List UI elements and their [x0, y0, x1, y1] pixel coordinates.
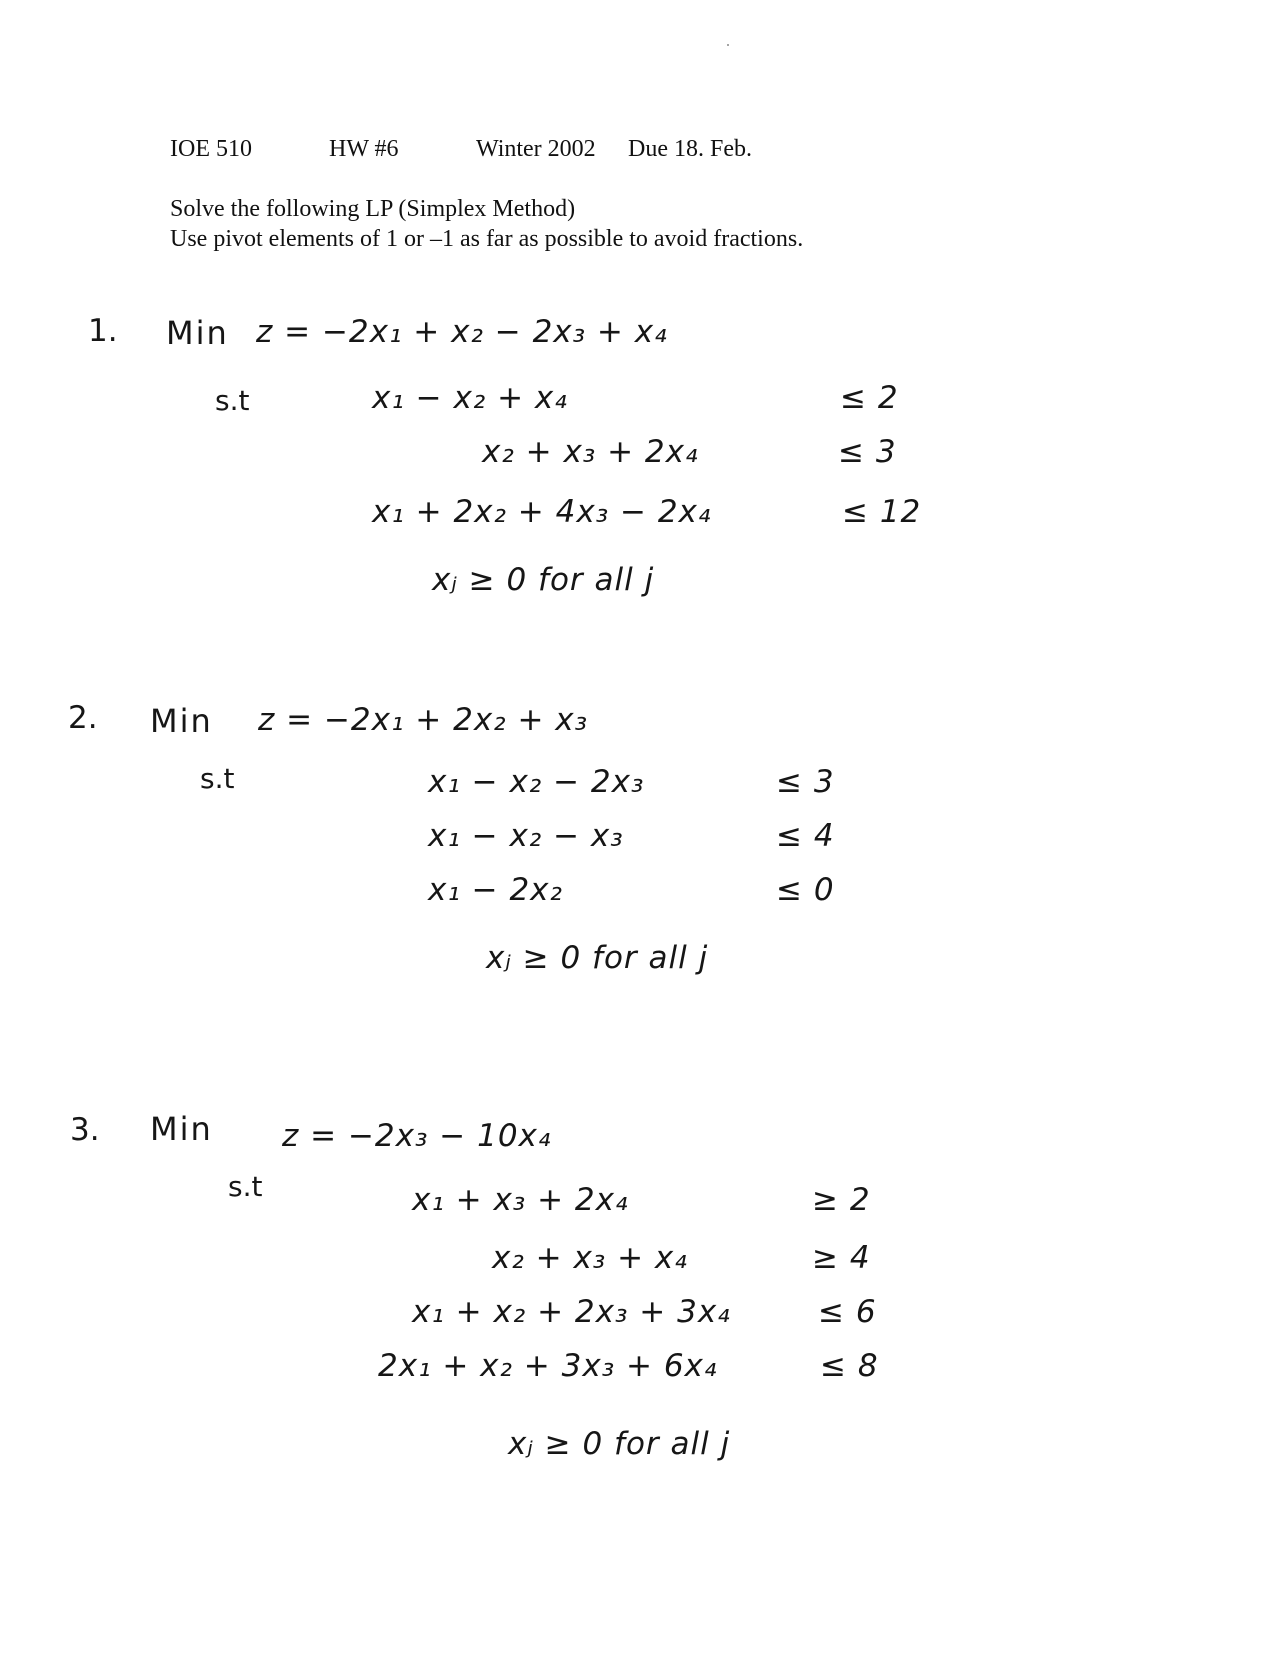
- nonnegativity-condition: xⱼ ≥ 0 for all j: [432, 562, 655, 598]
- constraint-rhs: ≤ 3: [838, 434, 897, 470]
- objective-function: z = −2x₃ − 10x₄: [282, 1118, 552, 1154]
- constraint-rhs: ≤ 0: [776, 872, 835, 908]
- constraint-rhs: ≤ 4: [776, 818, 835, 854]
- constraint-lhs: x₁ + x₂ + 2x₃ + 3x₄: [412, 1294, 731, 1330]
- objective-function: z = −2x₁ + x₂ − 2x₃ + x₄: [256, 314, 668, 350]
- constraint-rhs: ≤ 2: [840, 380, 899, 416]
- constraint-rhs: ≤ 8: [820, 1348, 879, 1384]
- problem-number: 1.: [88, 313, 118, 349]
- constraint-lhs: x₂ + x₃ + 2x₄: [482, 434, 699, 470]
- constraint-lhs: x₁ + x₃ + 2x₄: [412, 1182, 629, 1218]
- constraint-rhs: ≤ 12: [842, 494, 922, 530]
- subject-to-label: s.t: [200, 762, 235, 795]
- constraint-lhs: x₂ + x₃ + x₄: [492, 1240, 688, 1276]
- subject-to-label: s.t: [215, 384, 250, 417]
- min-label: Min: [150, 702, 213, 740]
- due-date: Due 18. Feb.: [628, 136, 752, 162]
- constraint-rhs: ≥ 4: [812, 1240, 871, 1276]
- constraint-rhs: ≤ 6: [818, 1294, 877, 1330]
- min-label: Min: [166, 314, 229, 352]
- nonnegativity-condition: xⱼ ≥ 0 for all j: [486, 940, 709, 976]
- constraint-rhs: ≤ 3: [776, 764, 835, 800]
- instruction-line-1: Solve the following LP (Simplex Method): [170, 196, 576, 222]
- subject-to-label: s.t: [228, 1170, 263, 1203]
- scan-speck: [727, 44, 729, 46]
- problem-number: 2.: [68, 700, 98, 736]
- nonnegativity-condition: xⱼ ≥ 0 for all j: [508, 1426, 731, 1462]
- constraint-lhs: x₁ + 2x₂ + 4x₃ − 2x₄: [372, 494, 712, 530]
- constraint-lhs: x₁ − x₂ − x₃: [428, 818, 624, 854]
- constraint-lhs: x₁ − 2x₂: [428, 872, 563, 908]
- objective-function: z = −2x₁ + 2x₂ + x₃: [258, 702, 589, 738]
- constraint-lhs: x₁ − x₂ − 2x₃: [428, 764, 645, 800]
- course-code: IOE 510: [170, 136, 252, 162]
- instruction-line-2: Use pivot elements of 1 or –1 as far as possible to avoid fractions.: [170, 226, 804, 252]
- assignment-number: HW #6: [329, 136, 399, 162]
- constraint-lhs: x₁ − x₂ + x₄: [372, 380, 568, 416]
- term-label: Winter 2002: [476, 136, 596, 162]
- min-label: Min: [150, 1110, 213, 1148]
- problem-number: 3.: [70, 1112, 100, 1148]
- constraint-lhs: 2x₁ + x₂ + 3x₃ + 6x₄: [378, 1348, 718, 1384]
- constraint-rhs: ≥ 2: [812, 1182, 871, 1218]
